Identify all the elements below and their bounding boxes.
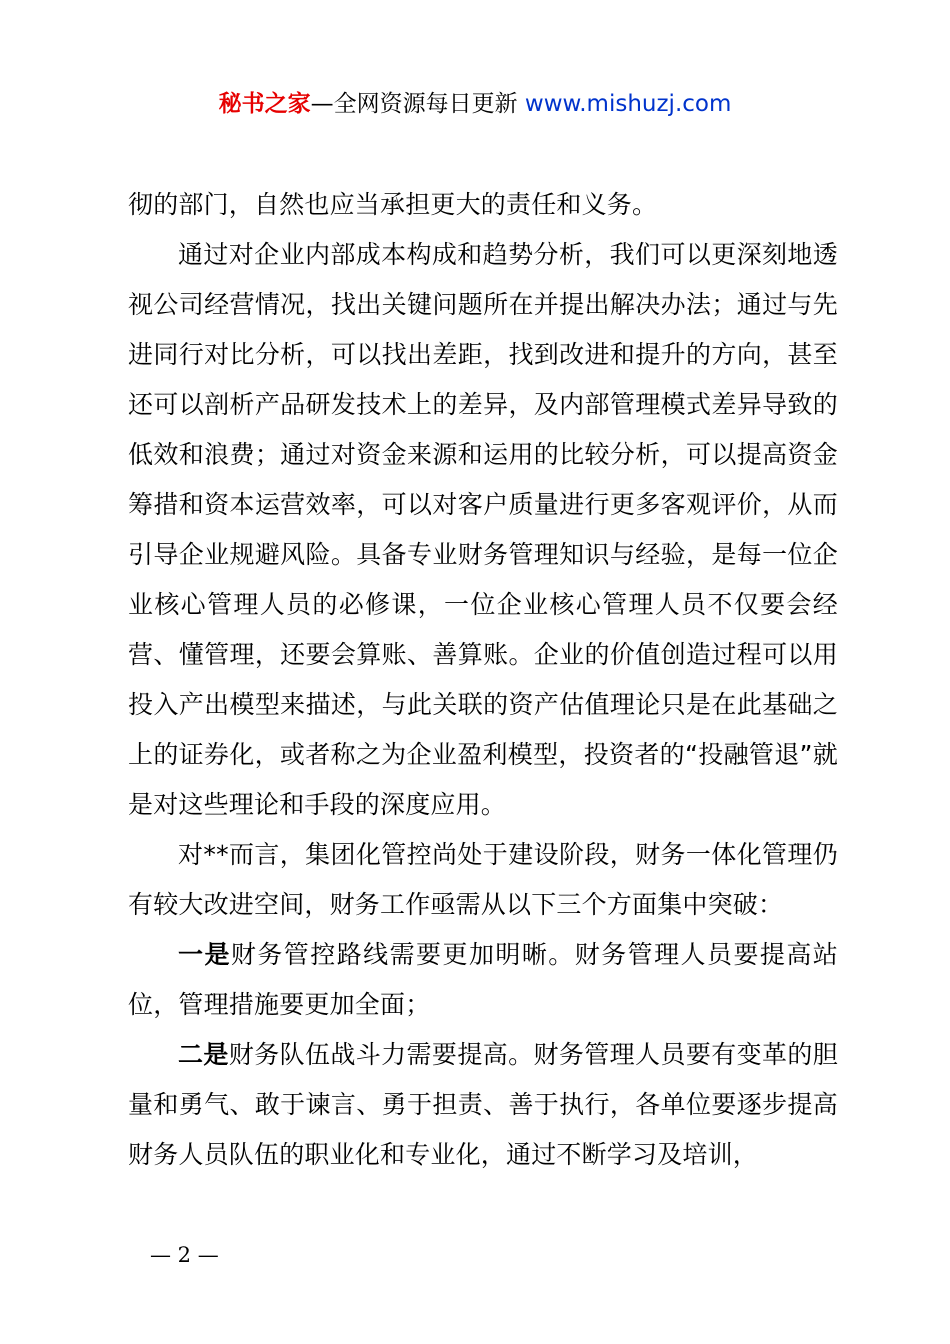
paragraph-lead: 二是	[178, 1040, 229, 1069]
header-tagline: —全网资源每日更新	[310, 91, 525, 117]
page-header	[0, 86, 950, 122]
paragraph-text: 财务队伍战斗力需要提高。财务管理人员要有变革的胆量和勇气、敢于谏言、勇于担责、善于执行，各单位要逐步提高财务人员队伍的职业化和专业化，通过不断学习及培训，	[128, 1040, 838, 1169]
paragraph-text: 对**而言，集团化管控尚处于建设阶段，财务一体化管理仍有较大改进空间，财务工作亟需从以下三个方面集中突破：	[128, 840, 838, 919]
site-url-link[interactable]: www.mishuzj.com	[524, 91, 732, 117]
paragraph-point-two	[128, 1030, 838, 1180]
document-body	[128, 180, 838, 1180]
paragraph-text: 彻的部门，自然也应当承担更大的责任和义务。	[128, 190, 658, 219]
paragraph-lead: 一是	[178, 940, 231, 969]
paragraph-analysis	[128, 230, 838, 830]
brand-name: 秘书之家	[218, 91, 311, 117]
paragraph-intro-breakthroughs	[128, 830, 838, 930]
paragraph-text: 通过对企业内部成本构成和趋势分析，我们可以更深刻地透视公司经营情况，找出关键问题所在并提出解决办法；通过与先进同行对比分析，可以找出差距，找到改进和提升的方向，甚至还可以剖析产品研发技术上的差异，及内部管理模式差异导致的低效和浪费；通过对资金来源和运用的比较分析，可以提高资金筹措和资本运营效率，可以对客户质量进行更多客观评价，从而引导企业规避风险。具备专业财务管理知识与经验，是每一位企业核心管理人员的必修课，一位企业核心管理人员不仅要会经营、懂管理，还要会算账、善算账。企业的价值创造过程可以用投入产出模型来描述，与此关联的资产估值理论只是在此基础之上的证券化，或者称之为企业盈利模型，投资者的“投融管退”就是对这些理论和手段的深度应用。	[128, 240, 838, 819]
paragraph-point-one	[128, 930, 838, 1030]
paragraph-continuation	[128, 180, 838, 230]
paragraph-text: 财务管控路线需要更加明晰。财务管理人员要提高站位，管理措施要更加全面；	[128, 940, 838, 1019]
page-number: — 2 —	[150, 1243, 219, 1267]
